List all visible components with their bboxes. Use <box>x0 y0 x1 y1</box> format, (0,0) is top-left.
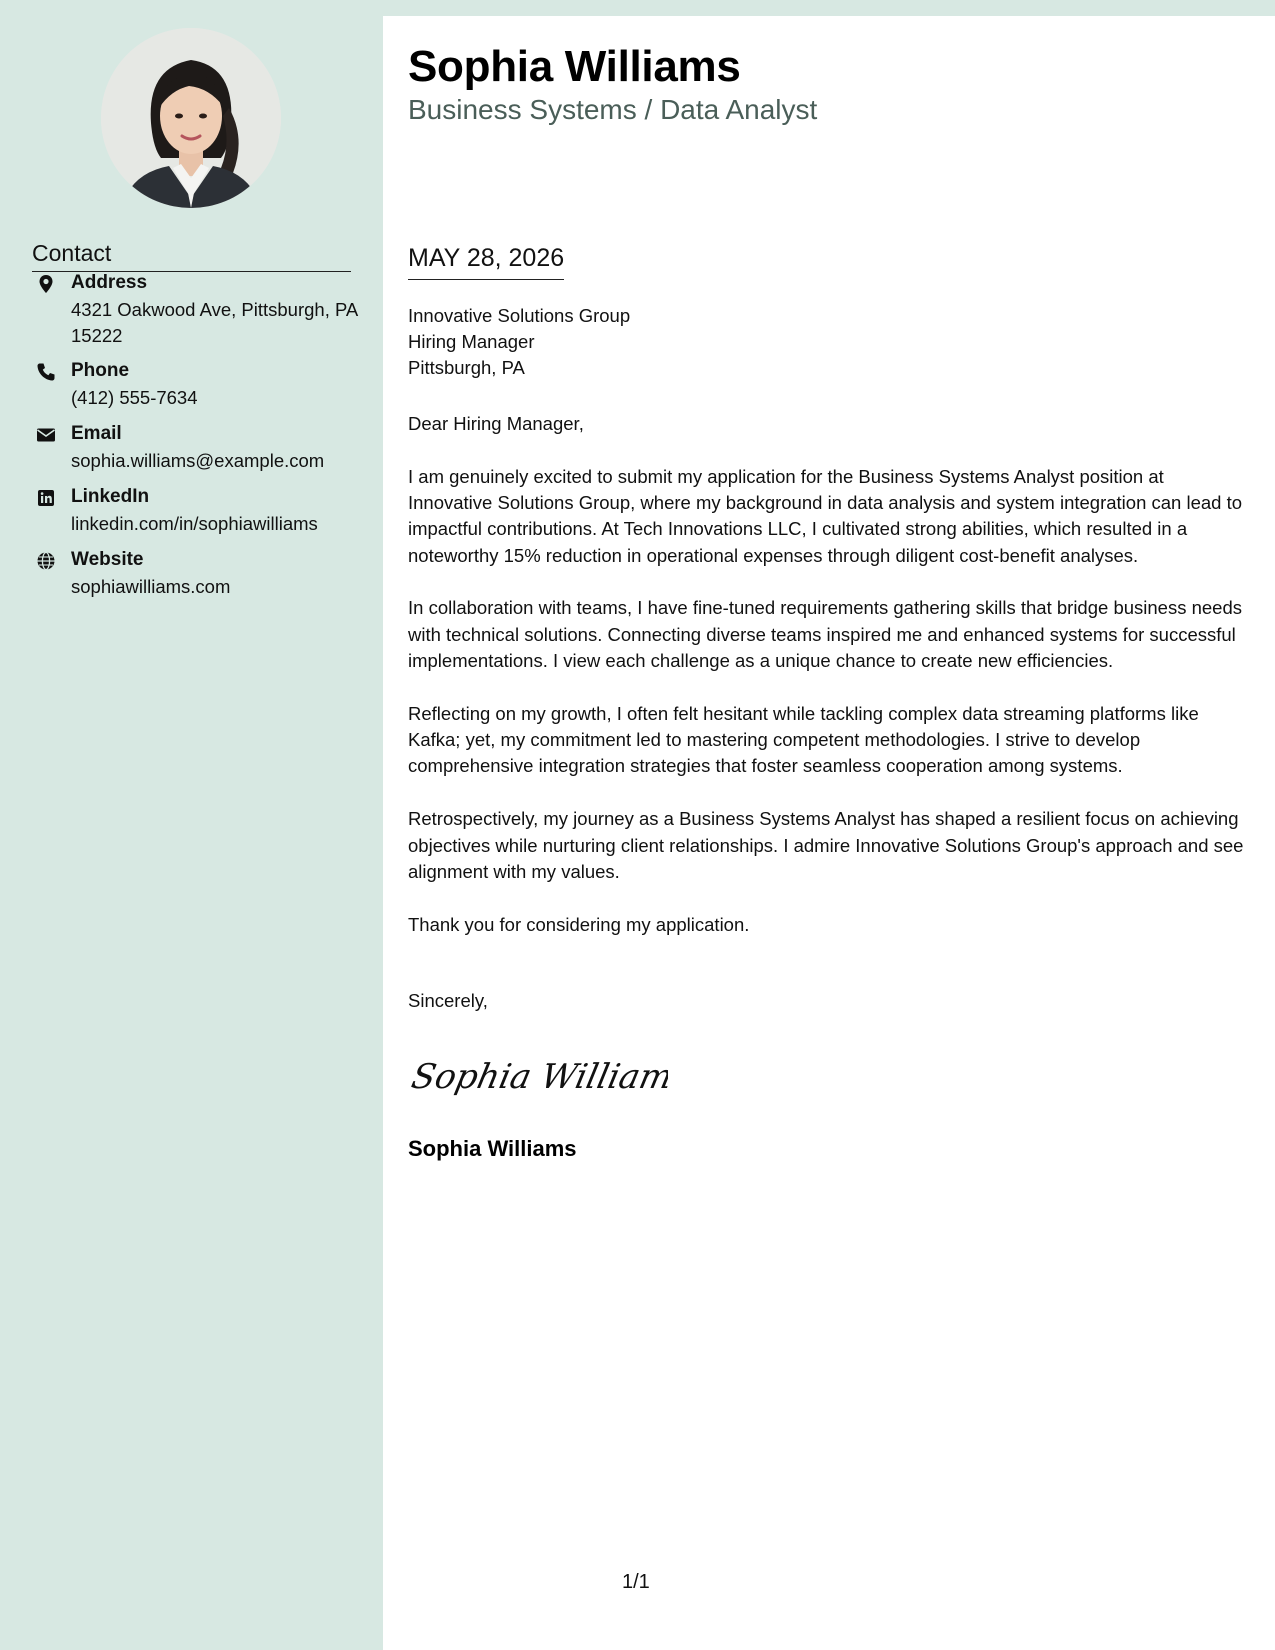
body-paragraph: In collaboration with teams, I have fine-tuned requirements gathering skills that bridge business needs with technical solutions. Connecting diverse teams inspired me and enhanced systems for successful implementations. I view each challenge as a unique chance to create new efficiencies. <box>408 597 1242 672</box>
contact-heading: Contact <box>32 240 351 272</box>
letter-date: MAY 28, 2026 <box>408 244 564 280</box>
map-pin-icon <box>36 274 56 294</box>
linkedin-icon <box>36 488 56 508</box>
greeting: Dear Hiring Manager, <box>408 413 584 434</box>
recipient-block <box>408 303 630 381</box>
handwritten-signature <box>408 1050 668 1105</box>
recipient-role: Hiring Manager <box>408 331 535 352</box>
contact-value: (412) 555-7634 <box>71 387 198 408</box>
body-paragraph: I am genuinely excited to submit my application for the Business Systems Analyst position at Innovative Solutions Group, where my background in data analysis and system integration can lead to impactful contributions. At Tech Innovations LLC, I cultivated strong abilities, which resulted in a noteworthy 15% reduction in operational expenses through diligent cost-benefit analyses. <box>408 465 1243 566</box>
body-paragraph: Retrospectively, my journey as a Business Systems Analyst has shaped a resilient focus on achieving objectives while nurturing client relationships. I admire Innovative Solutions Group's approach and see alignment with my values. <box>408 808 1244 882</box>
recipient-location: Pittsburgh, PA <box>408 357 525 378</box>
svg-text:Sophia Williams: Sophia Williams <box>408 1057 668 1097</box>
contact-label: Email <box>71 423 122 444</box>
contact-value: 4321 Oakwood Ave, Pittsburgh, PA 15222 <box>71 299 358 346</box>
page-number: 1/1 <box>622 1571 650 1593</box>
contact-value[interactable]: linkedin.com/in/sophiawilliams <box>71 513 318 534</box>
profile-photo <box>101 28 281 208</box>
globe-icon <box>36 551 56 571</box>
contact-label: Address <box>71 272 148 293</box>
avatar <box>101 28 281 208</box>
contact-value[interactable]: sophiawilliams.com <box>71 576 231 597</box>
contact-label: LinkedIn <box>71 486 150 507</box>
signed-name: Sophia Williams <box>408 1136 577 1161</box>
applicant-title: Business Systems / Data Analyst <box>408 94 818 125</box>
letter-body <box>408 411 1253 964</box>
envelope-icon <box>36 425 56 445</box>
closing: Sincerely, <box>408 990 488 1011</box>
applicant-name: Sophia Williams <box>408 42 741 91</box>
recipient-company: Innovative Solutions Group <box>408 305 631 326</box>
body-paragraph: Thank you for considering my application. <box>408 913 750 935</box>
contact-label: Website <box>71 549 144 570</box>
contact-value: sophia.williams@example.com <box>71 450 325 471</box>
contact-label: Phone <box>71 360 130 381</box>
sidebar <box>0 0 383 1650</box>
body-paragraph: Reflecting on my growth, I often felt hesitant while tackling complex data streaming platforms like Kafka; yet, my commitment led to mastering competent methodologies. I strive to develop comprehensive integration strategies that foster seamless cooperation among systems. <box>408 702 1199 777</box>
phone-icon <box>36 362 56 382</box>
